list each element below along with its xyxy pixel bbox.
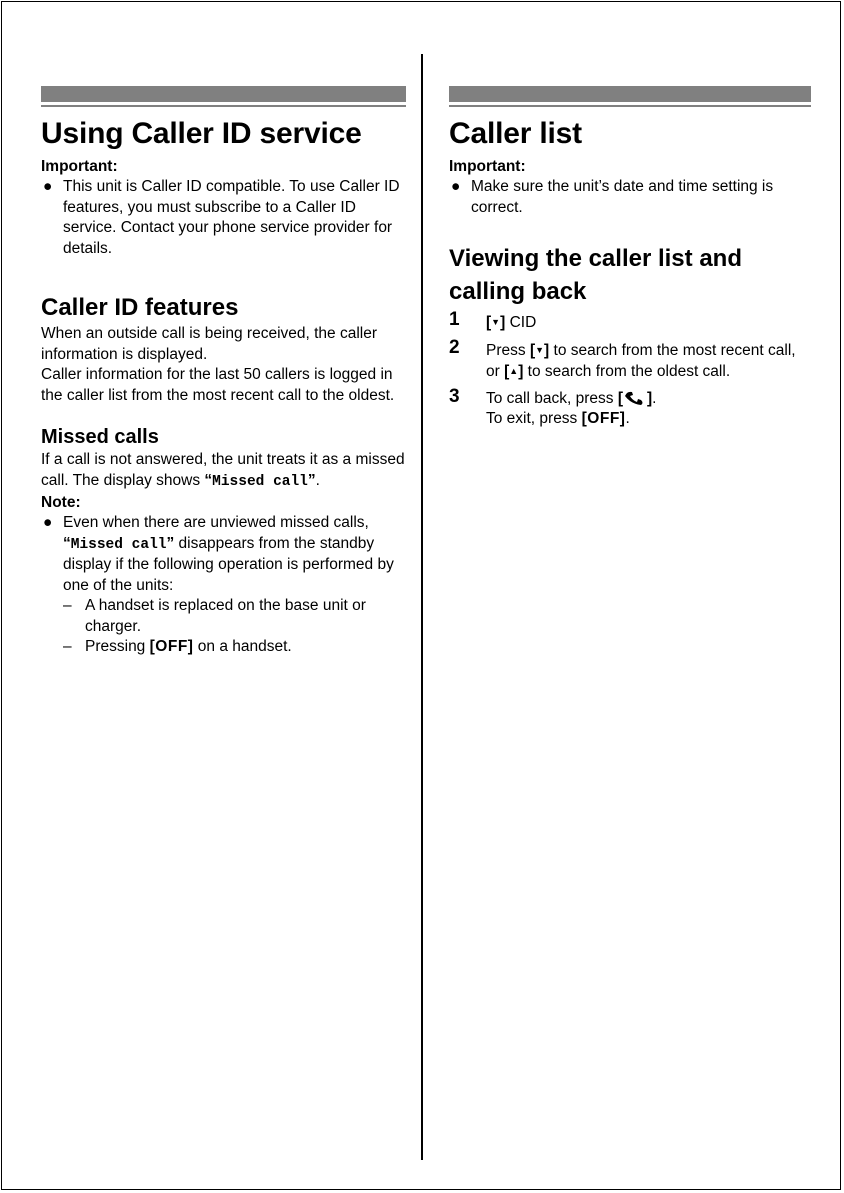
right-column bbox=[449, 86, 811, 436]
important-label: Important: bbox=[41, 158, 118, 175]
missed-calls-paragraph: If a call is not answered, the unit treats it as a missed call. The display shows “Missed call”. bbox=[41, 451, 405, 490]
display-text: Missed call bbox=[212, 473, 308, 490]
features-paragraph-2: Caller information for the last 50 callers is logged in the caller list from the most recent call to the oldest. bbox=[41, 366, 395, 404]
note-dash-item-2: – Pressing [OFF] on a handset. bbox=[63, 638, 292, 655]
step-2: 2 Press [▼] to search from the most recent call, or [▲] to search from the oldest call. bbox=[449, 336, 796, 380]
down-arrow-icon: ▼ bbox=[491, 317, 501, 327]
note-dash-item-1: – A handset is replaced on the base unit or charger. bbox=[63, 597, 366, 635]
page-title: Using Caller ID service bbox=[41, 117, 362, 150]
manual-page bbox=[1, 1, 841, 1190]
caller-id-features-heading: Caller ID features bbox=[41, 294, 239, 321]
viewing-heading: Viewing the caller list and calling back bbox=[449, 245, 742, 305]
important-bullet: ● This unit is Caller ID compatible. To use Caller ID features, you must subscribe to a Caller ID service. Contact your phone service provider for details. bbox=[43, 178, 400, 257]
missed-calls-heading: Missed calls bbox=[41, 426, 159, 448]
left-column bbox=[41, 86, 406, 658]
bullet-icon: ● bbox=[43, 178, 53, 195]
down-key: [▼] bbox=[529, 341, 550, 359]
section-bar-line bbox=[41, 105, 406, 107]
up-key: [▲] bbox=[504, 363, 524, 380]
section-bar bbox=[41, 86, 406, 102]
down-key: [▼] bbox=[486, 314, 506, 331]
off-key: [OFF] bbox=[149, 638, 194, 655]
down-arrow-icon: ▼ bbox=[535, 344, 545, 355]
off-key: [OFF] bbox=[581, 410, 626, 427]
important-label: Important: bbox=[449, 158, 526, 175]
section-bar-line bbox=[449, 105, 811, 107]
up-arrow-icon: ▲ bbox=[509, 366, 519, 376]
note-bullet: ● Even when there are unviewed missed calls, “Missed call” disappears from the standby display if the following operation is performed by one of the units: bbox=[43, 514, 394, 594]
bullet-icon: ● bbox=[43, 514, 53, 531]
phone-icon bbox=[623, 390, 647, 406]
talk-key: [ ] bbox=[617, 389, 653, 407]
note-label: Note: bbox=[41, 494, 81, 511]
column-divider bbox=[421, 54, 423, 1160]
features-paragraph-1: When an outside call is being received, the caller information is displayed. bbox=[41, 325, 378, 363]
step-3: 3 To call back, press [ ]. To exit, press [OFF]. bbox=[449, 385, 657, 427]
section-bar bbox=[449, 86, 811, 102]
caller-list-title: Caller list bbox=[449, 117, 582, 150]
display-text: Missed call bbox=[70, 536, 167, 553]
step-1: 1 [▼] CID bbox=[449, 309, 537, 331]
bullet-icon: ● bbox=[451, 178, 461, 195]
important-bullet: ● Make sure the unit’s date and time setting is correct. bbox=[451, 178, 774, 216]
